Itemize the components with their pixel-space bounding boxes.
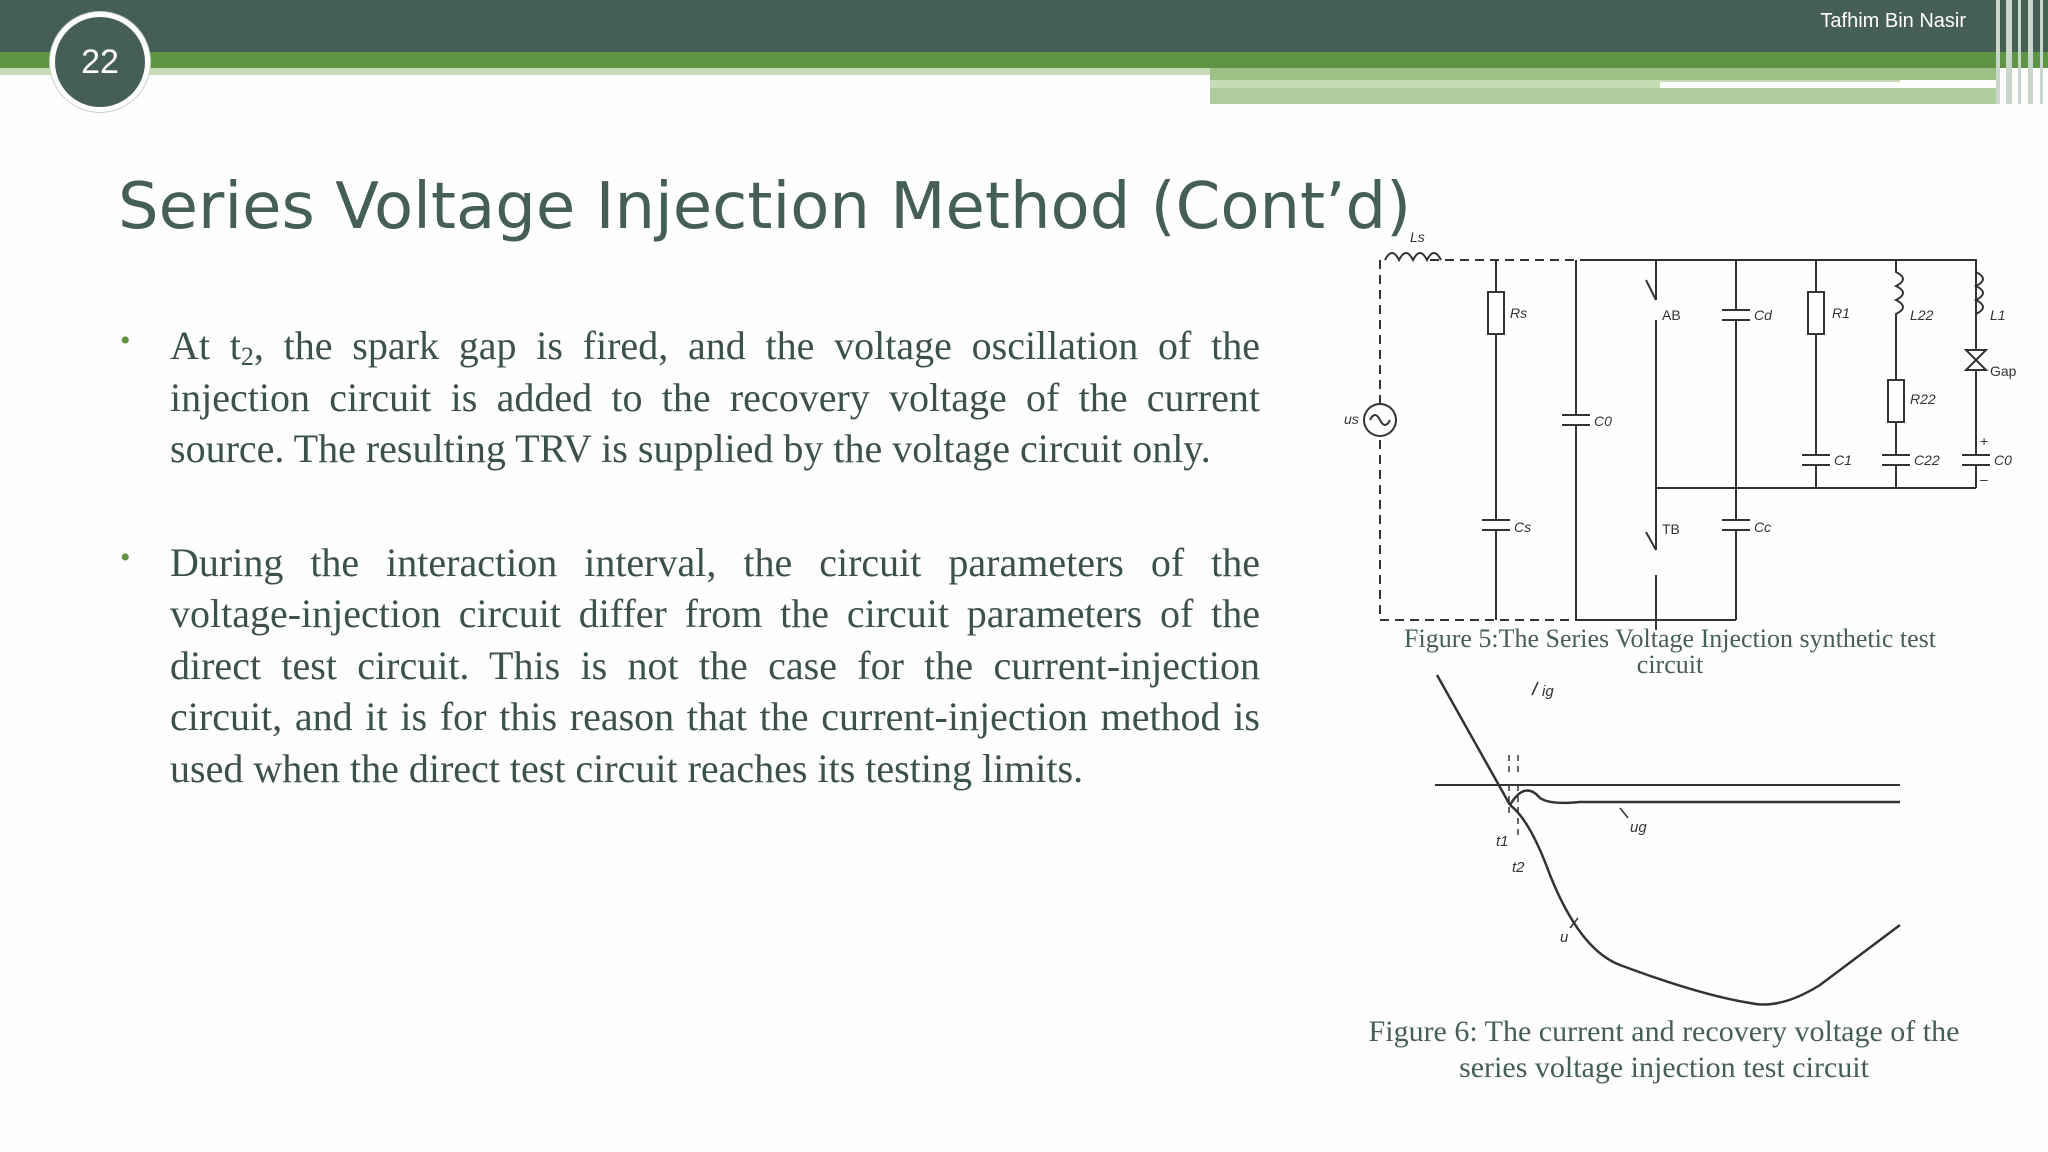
header-light-bar bbox=[0, 68, 1210, 75]
bullet-icon: • bbox=[120, 540, 131, 574]
bullet-text: During the interaction interval, the circuit parameters of the voltage-injection circuit differ from the circuit parameters of the direct test circuit. This is not the case for the current-injection circuit, and it is for this reason that the current-injection method is used when the direct test circuit reaches its testing limits. bbox=[170, 539, 1260, 791]
label-ls: Ls bbox=[1410, 229, 1425, 245]
resistor-r1 bbox=[1808, 292, 1824, 334]
figure-5-caption: Figure 5:The Series Voltage Injection synthetic test circuit bbox=[1404, 624, 1936, 679]
switch-tb bbox=[1646, 532, 1656, 550]
author-name: Tafhim Bin Nasir bbox=[1820, 10, 1966, 32]
figure-6-waveform-graph bbox=[1420, 670, 1920, 1030]
label-r1: R1 bbox=[1832, 305, 1850, 321]
label-ug: ug bbox=[1630, 819, 1647, 836]
bullet-item bbox=[120, 537, 1260, 795]
capacitor-c22 bbox=[1882, 455, 1910, 465]
figure-6-caption: Figure 6: The current and recovery voltage of the series voltage injection test circuit bbox=[1368, 1015, 1960, 1084]
bullet-icon: • bbox=[120, 324, 131, 357]
dashed-wire bbox=[1380, 260, 1580, 620]
label-leaders bbox=[1532, 682, 1628, 928]
subscript: 2 bbox=[240, 342, 254, 371]
ug-curve bbox=[1510, 790, 1900, 805]
bullet-item bbox=[120, 320, 1260, 475]
header-decor-bar bbox=[1210, 88, 2000, 104]
label-minus: – bbox=[1980, 471, 1988, 487]
slide-body bbox=[120, 320, 1260, 856]
label-cs: Cs bbox=[1514, 519, 1532, 535]
header-decor-bar bbox=[1210, 68, 2000, 80]
label-us: us bbox=[1344, 411, 1359, 427]
bullet-text: At $t_2$, the spark gap is fired, and the voltage oscillation of the injection circuit is added to the recovery voltage of the current source. The resulting TRV is supplied by the voltage circuit only. bbox=[170, 323, 1260, 471]
label-t2: t2 bbox=[1512, 859, 1525, 876]
label-r22: R22 bbox=[1910, 391, 1936, 407]
capacitor-c0 bbox=[1562, 415, 1590, 425]
label-ab: AB bbox=[1662, 307, 1681, 323]
u-curve bbox=[1510, 805, 1900, 1005]
header-stripes bbox=[1992, 0, 2048, 104]
header-accent-bar bbox=[0, 52, 2048, 68]
label-ig: ig bbox=[1542, 683, 1554, 700]
header-decor-bar bbox=[1660, 82, 1900, 88]
label-plus: + bbox=[1980, 433, 1989, 449]
slide-title: Series Voltage Injection Method (Cont’d) bbox=[118, 170, 1412, 244]
capacitor-cd bbox=[1722, 310, 1750, 320]
slide-number-badge: 22 bbox=[50, 12, 150, 112]
label-tb: TB bbox=[1662, 521, 1680, 537]
label-rs: Rs bbox=[1510, 305, 1528, 321]
label-gap: Gap bbox=[1990, 363, 2017, 379]
label-c0-right: C0 bbox=[1994, 452, 2012, 468]
capacitor-cs bbox=[1482, 520, 1510, 530]
header-bar bbox=[0, 0, 2048, 52]
figure-5-circuit-diagram bbox=[1330, 220, 2030, 630]
capacitor-c1 bbox=[1802, 455, 1830, 465]
resistor-r22 bbox=[1888, 380, 1904, 422]
label-cc: Cc bbox=[1754, 519, 1772, 535]
spark-gap-icon bbox=[1966, 350, 1986, 370]
label-t1: t1 bbox=[1496, 833, 1509, 850]
label-c0: C0 bbox=[1594, 413, 1612, 429]
label-c1: C1 bbox=[1834, 452, 1852, 468]
inductor-ls bbox=[1385, 253, 1441, 260]
resistor-rs bbox=[1488, 292, 1504, 334]
label-l1: L1 bbox=[1990, 307, 2006, 323]
switch-ab bbox=[1646, 280, 1656, 300]
label-l22: L22 bbox=[1910, 307, 1934, 323]
label-u: u bbox=[1560, 929, 1569, 946]
label-cd: Cd bbox=[1754, 307, 1772, 323]
capacitor-c0-right bbox=[1962, 455, 1990, 465]
label-c22: C22 bbox=[1914, 452, 1940, 468]
capacitor-cc bbox=[1722, 520, 1750, 530]
